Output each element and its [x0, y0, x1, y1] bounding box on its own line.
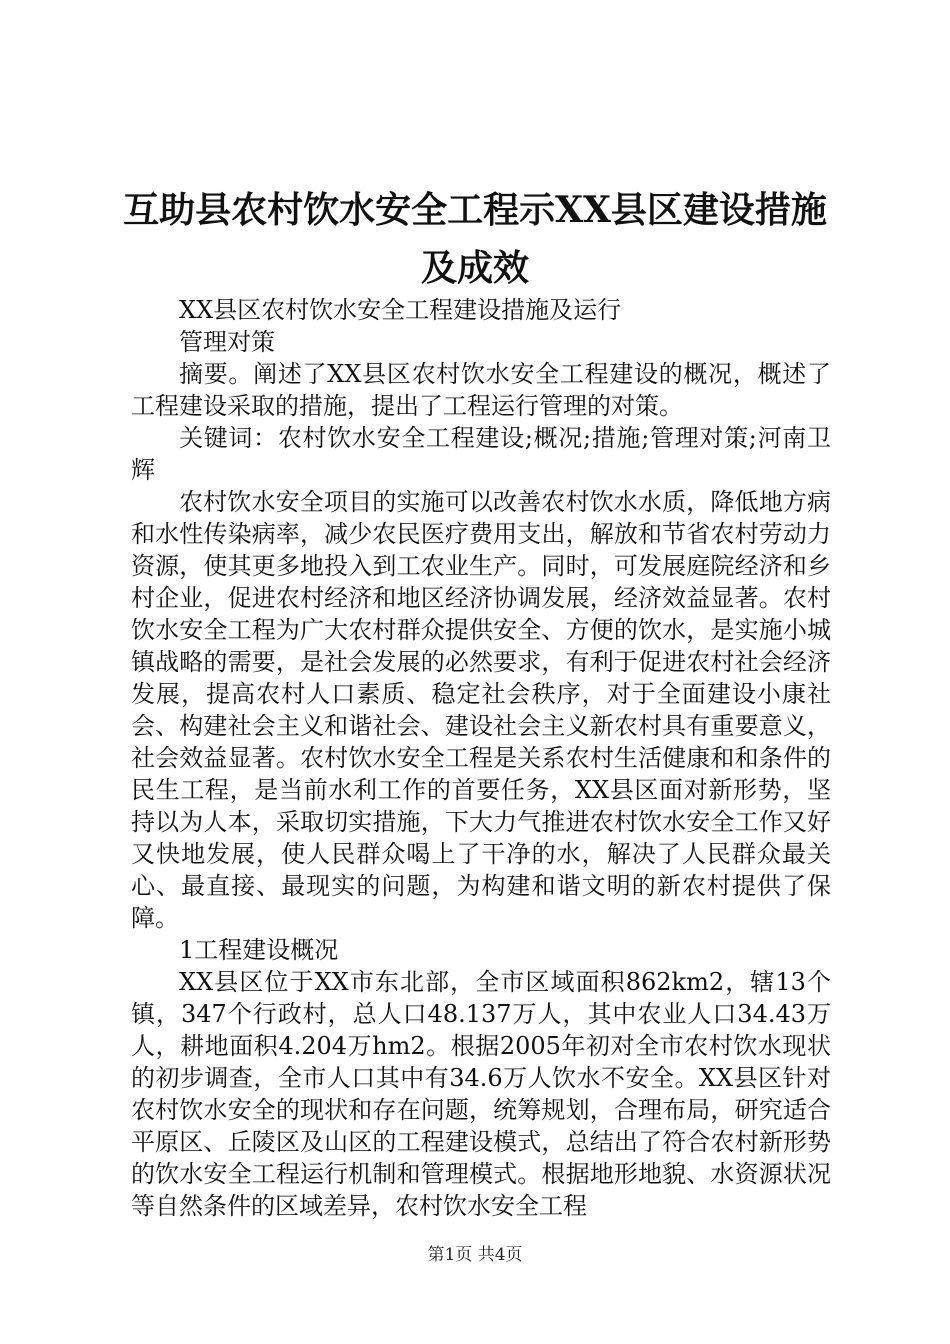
keywords-paragraph: 关键词：农村饮水安全工程建设;概况;措施;管理对策;河南卫辉 — [131, 424, 831, 484]
subtitle-line-1: XX县区农村饮水安全工程建设措施及运行 — [179, 296, 622, 324]
section-heading: 1工程建设概况 — [179, 936, 339, 964]
document-title-line-2: 及成效 — [420, 247, 529, 289]
overview-paragraph: XX县区位于XX市东北部，全市区域面积862km2，辖13个镇，347个行政村，总人口48.137万人，其中农业人口34.43万人，耕地面积4.204万hm2。根据2005年初对全市农村饮水现状的初步调查，全市人口其中有34.6万人饮水不安全。XX县区针对农村饮水安全的现状和存在问题，统筹规划，合理布局，研究适合平原区、丘陵区及山区的工程建设模式，总结出了符合农村新形势的饮水安全工程运行机制和管理模式。根据地形地貌、水资源状况等自然条件的区域差异，农村饮水安全工程 — [131, 968, 831, 1220]
abstract-paragraph: 摘要。阐述了XX县区农村饮水安全工程建设的概况，概述了工程建设采取的措施，提出了工程运行管理的对策。 — [131, 360, 831, 420]
document-title-line-1: 互助县农村饮水安全工程示XX县区建设措施 — [123, 189, 827, 231]
subtitle-line-2: 管理对策 — [179, 328, 275, 356]
page-footer: 第1页 共4页 — [427, 1245, 523, 1265]
intro-paragraph: 农村饮水安全项目的实施可以改善农村饮水水质，降低地方病和水性传染病率，减少农民医疗费用支出，解放和节省农村劳动力资源，使其更多地投入到工农业生产。同时，可发展庭院经济和乡村企业，促进农村经济和地区经济协调发展，经济效益显著。农村饮水安全工程为广大农村群众提供安全、方便的饮水，是实施小城镇战略的需要，是社会发展的必然要求，有利于促进农村社会经济发展，提高农村人口素质、稳定社会秩序，对于全面建设小康社会、构建社会主义和谐社会、建设社会主义新农村具有重要意义，社会效益显著。农村饮水安全工程是关系农村生活健康和和条件的民生工程，是当前水利工作的首要任务，XX县区面对新形势，坚持以为人本，采取切实措施，下大力气推进农村饮水安全工作又好又快地发展，使人民群众喝上了干净的水，解决了人民群众最关心、最直接、最现实的问题，为构建和谐文明的新农村提供了保障。 — [131, 488, 831, 932]
document-body — [131, 294, 831, 1222]
